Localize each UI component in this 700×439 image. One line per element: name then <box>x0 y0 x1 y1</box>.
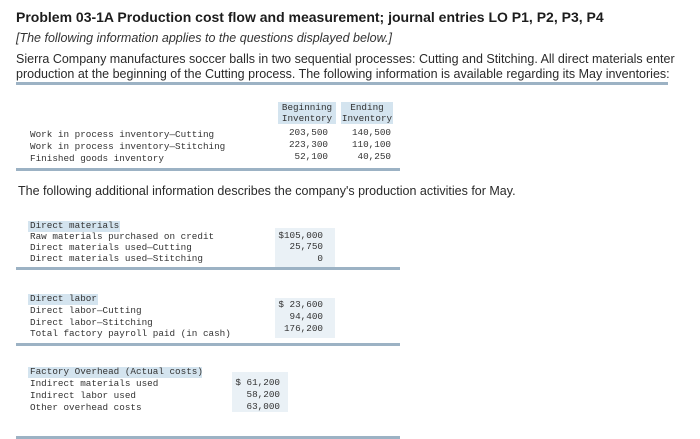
direct-materials-row-label: Direct materials used—Stitching <box>30 253 203 264</box>
overhead-row-value: 58,200 <box>246 389 280 400</box>
direct-labor-divider <box>16 343 400 346</box>
direct-labor-row-value: 94,400 <box>289 311 323 322</box>
inventory-ending-value: 140,500 <box>351 127 391 138</box>
overhead-row-value: $ 61,200 <box>235 377 280 388</box>
inventory-row-label: Work in process inventory—Cutting <box>30 129 215 140</box>
overhead-row-value: 63,000 <box>246 401 280 412</box>
direct-labor-row-label: Direct labor—Stitching <box>30 317 153 328</box>
direct-materials-row-value: 0 <box>317 253 323 264</box>
inventory-beginning-value: 52,100 <box>294 151 328 162</box>
additional-info-text: The following additional information describes the company's production activities for May. <box>18 184 516 198</box>
inventory-beginning-value: 223,300 <box>288 139 328 150</box>
direct-labor-row-value: $ 23,600 <box>278 299 323 310</box>
direct-labor-row-label: Direct labor—Cutting <box>30 305 142 316</box>
direct-materials-row-value: 25,750 <box>289 241 323 252</box>
overhead-row-label: Indirect materials used <box>30 378 159 389</box>
intro-divider <box>16 82 668 85</box>
direct-materials-row-label: Raw materials purchased on credit <box>30 231 215 242</box>
direct-materials-row-label: Direct materials used—Cutting <box>30 242 192 253</box>
direct-materials-row-value: $105,000 <box>278 230 323 241</box>
overhead-row-label: Indirect labor used <box>30 390 137 401</box>
direct-labor-header: Direct labor <box>30 293 97 304</box>
inventory-row-label: Work in process inventory—Stitching <box>30 141 226 152</box>
ending-header-line2: Inventory <box>341 113 393 124</box>
beginning-inventory-header <box>276 102 338 124</box>
inventory-divider <box>16 168 400 171</box>
inventory-ending-value: 110,100 <box>351 139 391 150</box>
direct-labor-row-label: Total factory payroll paid (in cash) <box>30 328 231 339</box>
beginning-header-line1: Beginning <box>281 102 333 113</box>
overhead-row-label: Other overhead costs <box>30 402 142 413</box>
inventory-ending-value: 40,250 <box>357 151 391 162</box>
ending-header-line1: Ending <box>350 102 384 113</box>
beginning-header-line2: Inventory <box>281 113 333 124</box>
direct-materials-header: Direct materials <box>30 220 120 231</box>
inventory-row-label: Finished goods inventory <box>30 153 164 164</box>
ending-inventory-header <box>338 102 396 124</box>
direct-materials-divider <box>16 267 400 270</box>
inventory-beginning-value: 203,500 <box>288 127 328 138</box>
info-note: [The following information applies to the questions displayed below.] <box>16 31 392 45</box>
problem-title: Problem 03-1A Production cost flow and measurement; journal entries LO P1, P2, P3, P4 <box>16 9 604 25</box>
overhead-header: Factory Overhead (Actual costs) <box>30 366 203 377</box>
intro-paragraph: Sierra Company manufactures soccer balls in two sequential processes: Cutting and Stitching. All direct materials enter production at the beginning of the Cutting process. The following information is available regarding its May inventories: <box>16 52 675 81</box>
direct-labor-row-value: 176,200 <box>283 323 323 334</box>
